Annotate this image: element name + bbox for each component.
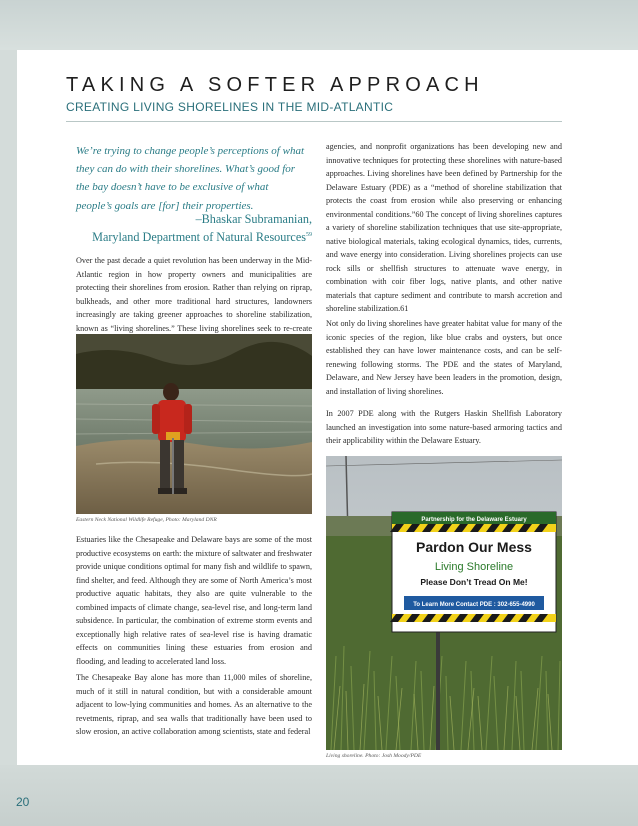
background-bottom (0, 765, 638, 826)
quote-org-text: Maryland Department of Natural Resources (92, 230, 306, 244)
background-top (0, 0, 638, 50)
page-title: TAKING A SOFTER APPROACH (66, 74, 484, 96)
sign-line-1: Pardon Our Mess (416, 539, 532, 555)
sign-line-3: Please Don’t Tread On Me! (420, 577, 528, 587)
left-paragraph-1: Over the past decade a quiet revolution has been underway in the Mid-Atlantic region in how property owners and municipalities are protecting their shorelines from erosion. Rather than relying on riprap, bulkheads, and other more traditional hard structures, landowners increasingly are taking greener approaches to shoreline stabilization, known as “living shorelines.” These living shorelines seek to re-create (76, 256, 312, 333)
quote-attribution-name: –Bhaskar Subramanian, (195, 212, 312, 226)
left-margin-band (0, 50, 17, 765)
photo-living-shoreline (326, 456, 562, 750)
header-divider (66, 121, 562, 122)
quote-footnote: 59 (306, 231, 312, 238)
sign-line-2: Living Shoreline (434, 561, 514, 573)
sign-board (390, 512, 556, 632)
sign-header: Partnership for the Delaware Estuary (421, 517, 527, 523)
right-paragraph-3: In 2007 PDE along with the Rutgers Haskin Shellfish Laboratory launched an investigation into some nature-based armoring tactics and their applicability within the Delaware Estuary. (326, 409, 562, 445)
man-drilling-photo (76, 334, 312, 514)
sign-line-4: To Learn More Contact PDE : 302-655-4990 (413, 602, 535, 608)
right-paragraph-1: agencies, and nonprofit organizations has been developing new and innovative techniques for protecting these shorelines with nature-based approaches. Living shorelines have been defined by Partnership for the Delaware Estuary (PDE) as a “method of shoreline stabilization that protects the coast from erosion while also preserving or enhancing environmental conditions.”60 The concept of living shorelines captures a variety of shoreline stabilization techniques that use site-appropriate, native biological materials, taking ecological dynamics, tides, currents, and wave energy into consideration. Living shorelines projects can use rock sills or shellfish structures to attenuate wave energy, in combination with coir fiber logs, native plants, and other native materials that capture sediment and contribute to marsh accretion and shoreline stabilization.61 (326, 142, 562, 313)
left-paragraph-2: Estuaries like the Chesapeake and Delaware bays are some of the most productive ecosystems on earth: the mixture of saltwater and freshwater provide unique conditions optimal for many fish and wildlife to spawn, find shelter, and feed. Although they are some of North America’s most productive aquatic habitats, they also are quite vulnerable to the combined impacts of climate change, sea-level rise, and long-term land subsidence. In particular, the combination of extreme storm events and exceptionally high relative rates of sea-level rise is having dramatic effects on communities lining these estuaries from erosion and flooding, and leading to accelerated land loss. (76, 535, 312, 666)
living-shoreline-sign-photo (326, 456, 562, 750)
right-paragraph-2: Not only do living shorelines have greater habitat value for many of the iconic species of the region, like blue crabs and oysters, but once established they can have lower maintenance costs, and can be self-renewing following storms. The PDE and the states of Maryland, Delaware, and New Jersey have been leaders in the promotion, design, and installation of living shorelines. (326, 319, 562, 396)
photo-caption-right: Living shoreline. Photo: Josh Moody/PDE (326, 753, 422, 759)
page-subtitle: CREATING LIVING SHORELINES IN THE MID-ATLANTIC (66, 100, 394, 114)
quote-attribution-org (66, 230, 312, 245)
page-number: 20 (16, 795, 30, 809)
photo-caption-left: Eastern Neck National Wildlife Refuge, Photo: Maryland DNR (76, 517, 217, 523)
left-paragraph-3: The Chesapeake Bay alone has more than 11,000 miles of shoreline, much of it still in natural condition, but with a considerable amount adjacent to low-lying communities and homes. As an alternative to the revetments, riprap, and sea walls that traditionally have been used to slow erosion, an active collaboration among scientists, state and federal (76, 673, 312, 736)
pull-quote: We’re trying to change people’s perceptions of what they can do with their shorelines. What’s good for the bay doesn’t have to be exclusive of what people’s goals are [for] their properties. (76, 145, 305, 212)
photo-eastern-neck (76, 334, 312, 514)
